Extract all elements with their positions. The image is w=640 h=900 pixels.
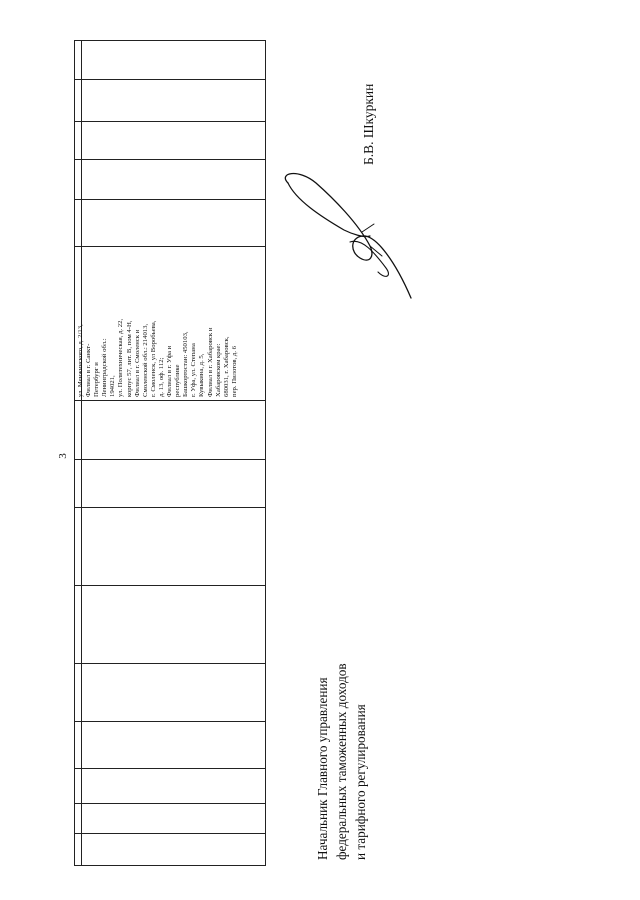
row-divider	[75, 159, 265, 160]
address-line: д. 13, оф. 112;	[157, 357, 165, 397]
row-divider	[75, 833, 265, 834]
row-divider	[75, 199, 265, 200]
signatory-position	[313, 540, 393, 860]
row-divider	[75, 507, 265, 508]
address-line: Петербург и	[93, 362, 101, 397]
address-line: Смоленской обл.: 214013,	[141, 323, 149, 397]
address-cell	[75, 246, 267, 400]
position-line: и тарифного регулирования	[353, 704, 368, 860]
column-divider	[81, 41, 82, 865]
table	[74, 40, 266, 866]
address-line: Филиал в г. Санкт-	[85, 343, 93, 397]
address-line: ул. Менжинского, д. 2/13,	[77, 324, 84, 397]
page-number: 3	[57, 453, 69, 459]
address-line: 680031, г. Хабаровск,	[222, 336, 230, 397]
address-line: 194021,	[109, 375, 117, 397]
row-divider	[75, 121, 265, 122]
position-line: Начальник Главного управления	[315, 677, 330, 860]
address-line: г. Смоленск, ул Воробьева,	[149, 320, 157, 397]
address-line: корпус 57, лит. В, пом 4-Н,	[125, 320, 133, 397]
row-divider	[75, 803, 265, 804]
position-line: федеральных таможенных доходов	[334, 663, 349, 860]
address-cell-text	[75, 246, 267, 400]
address-line: Филиал в г. Хабаровск и	[206, 327, 214, 397]
row-divider	[75, 585, 265, 586]
address-line: республике	[174, 364, 182, 397]
address-line: Кувыкина, д. 5,	[198, 353, 206, 397]
signatory-name: Б.В. Шкуркин	[361, 83, 376, 165]
address-line: Башкортостан: 450103,	[182, 331, 190, 397]
address-line: Хабаровском крае:	[214, 343, 222, 397]
address-line: г. Уфа, ул. Степана	[190, 343, 198, 397]
row-divider	[75, 79, 265, 80]
address-line: Ленинградской обл.:	[101, 338, 109, 397]
row-divider	[75, 459, 265, 460]
address-line: Филиал в г. Смоленск и	[133, 329, 141, 397]
handwritten-signature	[278, 168, 418, 303]
address-line: ул. Политехническая, д. 22,	[117, 318, 125, 397]
row-divider	[75, 768, 265, 769]
row-divider	[75, 663, 265, 664]
address-line: пер. Пилотов, д. 6	[230, 345, 238, 397]
row-divider	[75, 400, 265, 401]
address-line: Филиал в г. Уфа и	[166, 345, 174, 397]
row-divider	[75, 721, 265, 722]
